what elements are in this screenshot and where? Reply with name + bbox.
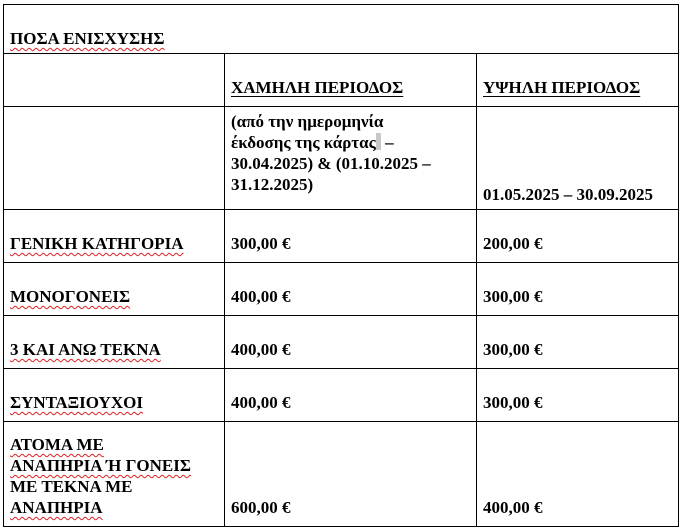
period-empty-cell (4, 107, 225, 210)
low-amount: 400,00 € (231, 340, 291, 359)
table-row (4, 210, 679, 263)
high-amount: 200,00 € (483, 234, 543, 253)
header-high-cell (477, 54, 679, 107)
table-header-row (4, 54, 679, 107)
high-amount: 300,00 € (483, 287, 543, 306)
table-row (4, 422, 679, 527)
period-dates-row (4, 107, 679, 210)
table-row (4, 316, 679, 369)
high-amount: 300,00 € (483, 340, 543, 359)
category-line-1: ΑΤΟΜΑ ΜΕ (10, 435, 104, 454)
table-title: ΠΟΣΑ ΕΝΙΣΧΥΣΗΣ (10, 29, 165, 48)
low-amount: 600,00 € (231, 498, 291, 517)
category-line-2: ΑΝΑΠΗΡΙΑ Ή ΓΟΝΕΙΣ (10, 456, 191, 475)
category-label: ΣΥΝΤΑΞΙΟΥΧΟΙ (10, 393, 143, 412)
table-title-cell (4, 5, 679, 54)
document-frame (3, 4, 678, 517)
low-period-line-3: 30.04.2025) & (01.10.2025 – (231, 154, 431, 173)
low-amount: 400,00 € (231, 287, 291, 306)
table-row (4, 369, 679, 422)
table-title-row (4, 5, 679, 54)
header-empty-cell (4, 54, 225, 107)
category-label: 3 ΚΑΙ ΑΝΩ ΤΕΚΝΑ (10, 340, 161, 359)
low-amount: 300,00 € (231, 234, 291, 253)
category-line-3: ΜΕ ΤΕΚΝΑ ΜΕ (10, 477, 133, 496)
low-period-line-1: (από την ημερομηνία (231, 112, 384, 131)
header-low-period: ΧΑΜΗΛΗ ΠΕΡΙΟΔΟΣ (231, 78, 404, 97)
category-label: ΜΟΝΟΓΟΝΕΙΣ (10, 287, 131, 306)
category-label: ΓΕΝΙΚΗ ΚΑΤΗΓΟΡΙΑ (10, 234, 184, 253)
disability-category-cell (4, 422, 225, 527)
header-low-cell (225, 54, 477, 107)
low-period-dates-cell (225, 107, 477, 210)
low-amount: 400,00 € (231, 393, 291, 412)
low-period-line-4: 31.12.2025) (231, 175, 314, 194)
category-line-4: ΑΝΑΠΗΡΙΑ (10, 498, 103, 517)
table-row (4, 263, 679, 316)
high-period-dates-cell (477, 107, 679, 210)
high-amount: 300,00 € (483, 393, 543, 412)
high-period-dates: 01.05.2025 – 30.09.2025 (483, 185, 653, 204)
header-high-period: ΥΨΗΛΗ ΠΕΡΙΟΔΟΣ (483, 78, 641, 97)
high-amount: 400,00 € (483, 498, 543, 517)
support-amounts-table (3, 4, 679, 527)
low-period-line-2: έκδοσης της κάρτας – (231, 133, 394, 152)
